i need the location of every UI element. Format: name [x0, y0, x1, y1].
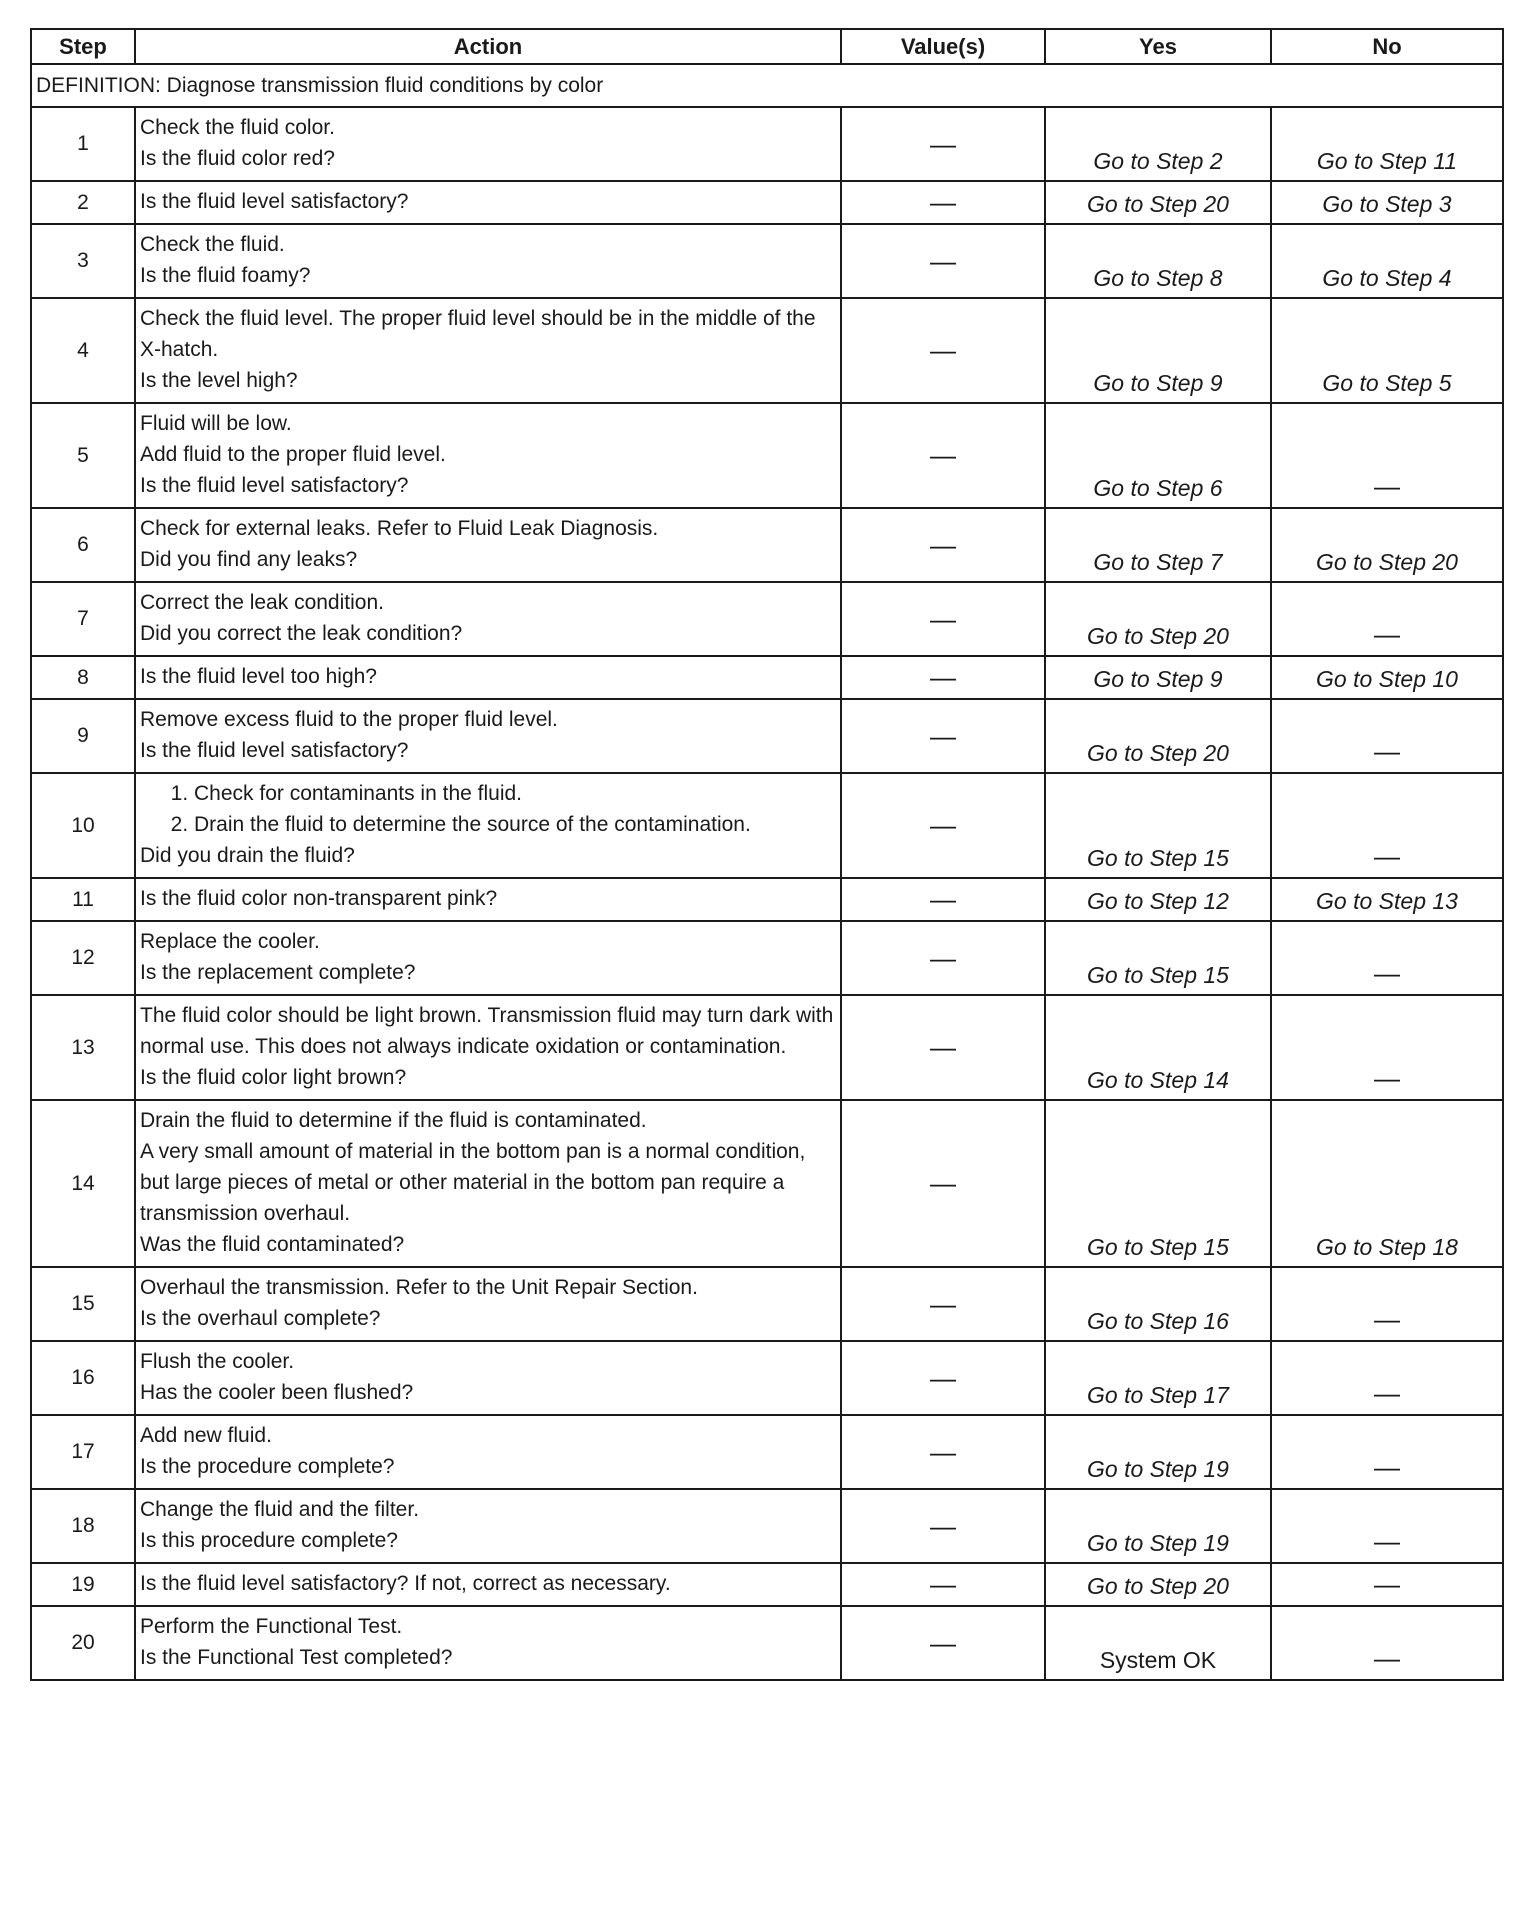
table-row	[31, 921, 1503, 995]
header-row	[31, 29, 1503, 64]
action-instruction: Check for external leaks. Refer to Fluid Leak Diagnosis.	[140, 517, 659, 540]
action-instruction: Flush the cooler.	[140, 1350, 295, 1373]
step-number: 15	[31, 1267, 135, 1341]
action-cell	[135, 582, 841, 656]
yes-cell: Go to Step 9	[1045, 298, 1271, 403]
table-row	[31, 1341, 1503, 1415]
no-cell	[1271, 403, 1503, 508]
value-cell: —	[841, 773, 1045, 878]
table-row	[31, 298, 1503, 403]
table-row	[31, 1606, 1503, 1680]
action-question: Did you find any leaks?	[140, 548, 358, 571]
yes-cell: Go to Step 17	[1045, 1341, 1271, 1415]
table-row	[31, 995, 1503, 1100]
value-cell: —	[841, 181, 1045, 224]
yes-cell: Go to Step 19	[1045, 1415, 1271, 1489]
no-cell: Go to Step 20	[1271, 508, 1503, 582]
no-cell: Go to Step 3	[1271, 181, 1503, 224]
diagnostic-table	[30, 28, 1504, 1681]
value-cell: —	[841, 1563, 1045, 1606]
action-question: Is the fluid color light brown?	[140, 1066, 407, 1089]
action-cell	[135, 1415, 841, 1489]
definition-row	[31, 64, 1503, 107]
step-number: 6	[31, 508, 135, 582]
dash-mark: —	[1374, 1526, 1400, 1556]
no-cell	[1271, 1606, 1503, 1680]
action-instruction: Drain the fluid to determine if the fluid is contaminated.	[140, 1109, 647, 1132]
value-cell: —	[841, 699, 1045, 773]
step-number: 4	[31, 298, 135, 403]
action-cell	[135, 224, 841, 298]
table-row	[31, 878, 1503, 921]
value-cell: —	[841, 1415, 1045, 1489]
yes-cell: Go to Step 20	[1045, 699, 1271, 773]
dash-mark: —	[1374, 1063, 1400, 1093]
no-cell	[1271, 1341, 1503, 1415]
yes-cell: Go to Step 20	[1045, 181, 1271, 224]
value-cell: —	[841, 878, 1045, 921]
action-cell	[135, 508, 841, 582]
dash-mark: —	[1374, 1452, 1400, 1482]
no-cell: Go to Step 10	[1271, 656, 1503, 699]
table-row	[31, 773, 1503, 878]
step-number: 16	[31, 1341, 135, 1415]
action-cell	[135, 921, 841, 995]
action-cell	[135, 878, 841, 921]
step-number: 12	[31, 921, 135, 995]
action-instruction: Overhaul the transmission. Refer to the Unit Repair Section.	[140, 1276, 698, 1299]
header-action: Action	[135, 29, 841, 64]
header-no: No	[1271, 29, 1503, 64]
value-cell: —	[841, 224, 1045, 298]
step-number: 17	[31, 1415, 135, 1489]
step-number: 14	[31, 1100, 135, 1267]
action-question: Has the cooler been flushed?	[140, 1381, 414, 1404]
action-question: Is the fluid level too high?	[140, 665, 377, 688]
action-cell	[135, 403, 841, 508]
step-number: 19	[31, 1563, 135, 1606]
action-question: Is the replacement complete?	[140, 961, 416, 984]
value-cell: —	[841, 995, 1045, 1100]
no-cell	[1271, 1415, 1503, 1489]
action-cell	[135, 773, 841, 878]
action-cell	[135, 1489, 841, 1563]
value-cell: —	[841, 508, 1045, 582]
value-cell: —	[841, 298, 1045, 403]
step-number: 13	[31, 995, 135, 1100]
action-instruction: The fluid color should be light brown. Transmission fluid may turn dark with normal use. This does not always indicate oxidation or contamination.	[140, 1004, 834, 1058]
table-row	[31, 1489, 1503, 1563]
table-row	[31, 508, 1503, 582]
action-list-item: 2. Drain the fluid to determine the source of the contamination.	[194, 809, 836, 840]
yes-cell: Go to Step 14	[1045, 995, 1271, 1100]
action-instruction: Check the fluid level. The proper fluid level should be in the middle of the X-hatch.	[140, 307, 816, 361]
dash-mark: —	[1374, 1304, 1400, 1334]
action-question: Did you correct the leak condition?	[140, 622, 463, 645]
action-steps-list	[140, 778, 836, 840]
step-number: 18	[31, 1489, 135, 1563]
value-cell: —	[841, 107, 1045, 181]
yes-cell: Go to Step 2	[1045, 107, 1271, 181]
step-number: 7	[31, 582, 135, 656]
value-cell: —	[841, 921, 1045, 995]
no-cell	[1271, 1489, 1503, 1563]
header-step: Step	[31, 29, 135, 64]
step-number: 11	[31, 878, 135, 921]
action-instruction: Perform the Functional Test.	[140, 1615, 403, 1638]
dash-mark: —	[1374, 1643, 1400, 1673]
no-cell: Go to Step 4	[1271, 224, 1503, 298]
action-question: Was the fluid contaminated?	[140, 1233, 405, 1256]
action-cell	[135, 995, 841, 1100]
step-number: 8	[31, 656, 135, 699]
value-cell: —	[841, 656, 1045, 699]
step-number: 2	[31, 181, 135, 224]
action-cell	[135, 181, 841, 224]
action-instruction: Correct the leak condition.	[140, 591, 384, 614]
yes-cell: Go to Step 15	[1045, 1100, 1271, 1267]
step-number: 5	[31, 403, 135, 508]
yes-cell: Go to Step 15	[1045, 773, 1271, 878]
action-question: Is the procedure complete?	[140, 1455, 395, 1478]
action-question: Is the Functional Test completed?	[140, 1646, 453, 1669]
action-cell	[135, 1341, 841, 1415]
table-row	[31, 1267, 1503, 1341]
action-instruction: Check the fluid.	[140, 233, 285, 256]
dash-mark: —	[1374, 1378, 1400, 1408]
no-cell	[1271, 995, 1503, 1100]
dash-mark: —	[1374, 841, 1400, 871]
no-cell: Go to Step 13	[1271, 878, 1503, 921]
action-instruction: Change the fluid and the filter.	[140, 1498, 420, 1521]
table-row	[31, 1415, 1503, 1489]
value-cell: —	[841, 1100, 1045, 1267]
no-cell	[1271, 1267, 1503, 1341]
no-cell: Go to Step 18	[1271, 1100, 1503, 1267]
yes-cell: Go to Step 6	[1045, 403, 1271, 508]
value-cell: —	[841, 1341, 1045, 1415]
header-values: Value(s)	[841, 29, 1045, 64]
action-instruction: Replace the cooler.	[140, 930, 320, 953]
action-question: Is the fluid color non-transparent pink?	[140, 887, 498, 910]
no-cell	[1271, 773, 1503, 878]
action-question: Is this procedure complete?	[140, 1529, 398, 1552]
step-number: 1	[31, 107, 135, 181]
dash-mark: —	[1374, 471, 1400, 501]
table-row	[31, 582, 1503, 656]
step-number: 20	[31, 1606, 135, 1680]
action-question: Is the fluid level satisfactory?	[140, 190, 409, 213]
value-cell: —	[841, 1489, 1045, 1563]
table-row	[31, 699, 1503, 773]
table-row	[31, 1563, 1503, 1606]
yes-cell: Go to Step 12	[1045, 878, 1271, 921]
action-question: Is the fluid level satisfactory?	[140, 739, 409, 762]
no-cell: Go to Step 11	[1271, 107, 1503, 181]
action-list-item: 1. Check for contaminants in the fluid.	[194, 778, 836, 809]
action-instruction: A very small amount of material in the bottom pan is a normal condition, but large pieces of metal or other material in the bottom pan require a transmission overhaul.	[140, 1140, 806, 1225]
value-cell: —	[841, 1606, 1045, 1680]
action-question: Is the fluid foamy?	[140, 264, 311, 287]
action-instruction: Add fluid to the proper fluid level.	[140, 443, 446, 466]
table-row	[31, 1100, 1503, 1267]
action-cell	[135, 107, 841, 181]
action-question: Is the fluid level satisfactory?	[140, 474, 409, 497]
action-cell	[135, 1606, 841, 1680]
action-question: Is the level high?	[140, 369, 298, 392]
no-cell	[1271, 582, 1503, 656]
no-cell: Go to Step 5	[1271, 298, 1503, 403]
yes-cell: Go to Step 19	[1045, 1489, 1271, 1563]
yes-cell: Go to Step 9	[1045, 656, 1271, 699]
yes-cell: Go to Step 15	[1045, 921, 1271, 995]
yes-cell: Go to Step 8	[1045, 224, 1271, 298]
definition-text: DEFINITION: Diagnose transmission fluid conditions by color	[31, 64, 1503, 107]
value-cell: —	[841, 1267, 1045, 1341]
action-question: Is the overhaul complete?	[140, 1307, 381, 1330]
dash-mark: —	[1374, 1569, 1400, 1599]
action-cell	[135, 656, 841, 699]
table-row	[31, 224, 1503, 298]
action-cell	[135, 1563, 841, 1606]
step-number: 10	[31, 773, 135, 878]
yes-cell: Go to Step 7	[1045, 508, 1271, 582]
value-cell: —	[841, 403, 1045, 508]
dash-mark: —	[1374, 958, 1400, 988]
step-number: 9	[31, 699, 135, 773]
action-cell	[135, 1267, 841, 1341]
action-question: Did you drain the fluid?	[140, 844, 355, 867]
table-row	[31, 181, 1503, 224]
table-row	[31, 656, 1503, 699]
no-cell	[1271, 921, 1503, 995]
yes-cell: Go to Step 16	[1045, 1267, 1271, 1341]
table-row	[31, 403, 1503, 508]
yes-cell: System OK	[1045, 1606, 1271, 1680]
header-yes: Yes	[1045, 29, 1271, 64]
action-instruction: Fluid will be low.	[140, 412, 292, 435]
dash-mark: —	[1374, 619, 1400, 649]
value-cell: —	[841, 582, 1045, 656]
action-cell	[135, 298, 841, 403]
action-cell	[135, 1100, 841, 1267]
action-cell	[135, 699, 841, 773]
dash-mark: —	[1374, 736, 1400, 766]
action-instruction: Remove excess fluid to the proper fluid level.	[140, 708, 558, 731]
yes-cell: Go to Step 20	[1045, 582, 1271, 656]
no-cell	[1271, 699, 1503, 773]
action-instruction: Check the fluid color.	[140, 116, 335, 139]
action-question: Is the fluid color red?	[140, 147, 335, 170]
action-question: Is the fluid level satisfactory? If not, correct as necessary.	[140, 1572, 671, 1595]
yes-cell: Go to Step 20	[1045, 1563, 1271, 1606]
no-cell	[1271, 1563, 1503, 1606]
action-instruction: Add new fluid.	[140, 1424, 272, 1447]
step-number: 3	[31, 224, 135, 298]
table-row	[31, 107, 1503, 181]
